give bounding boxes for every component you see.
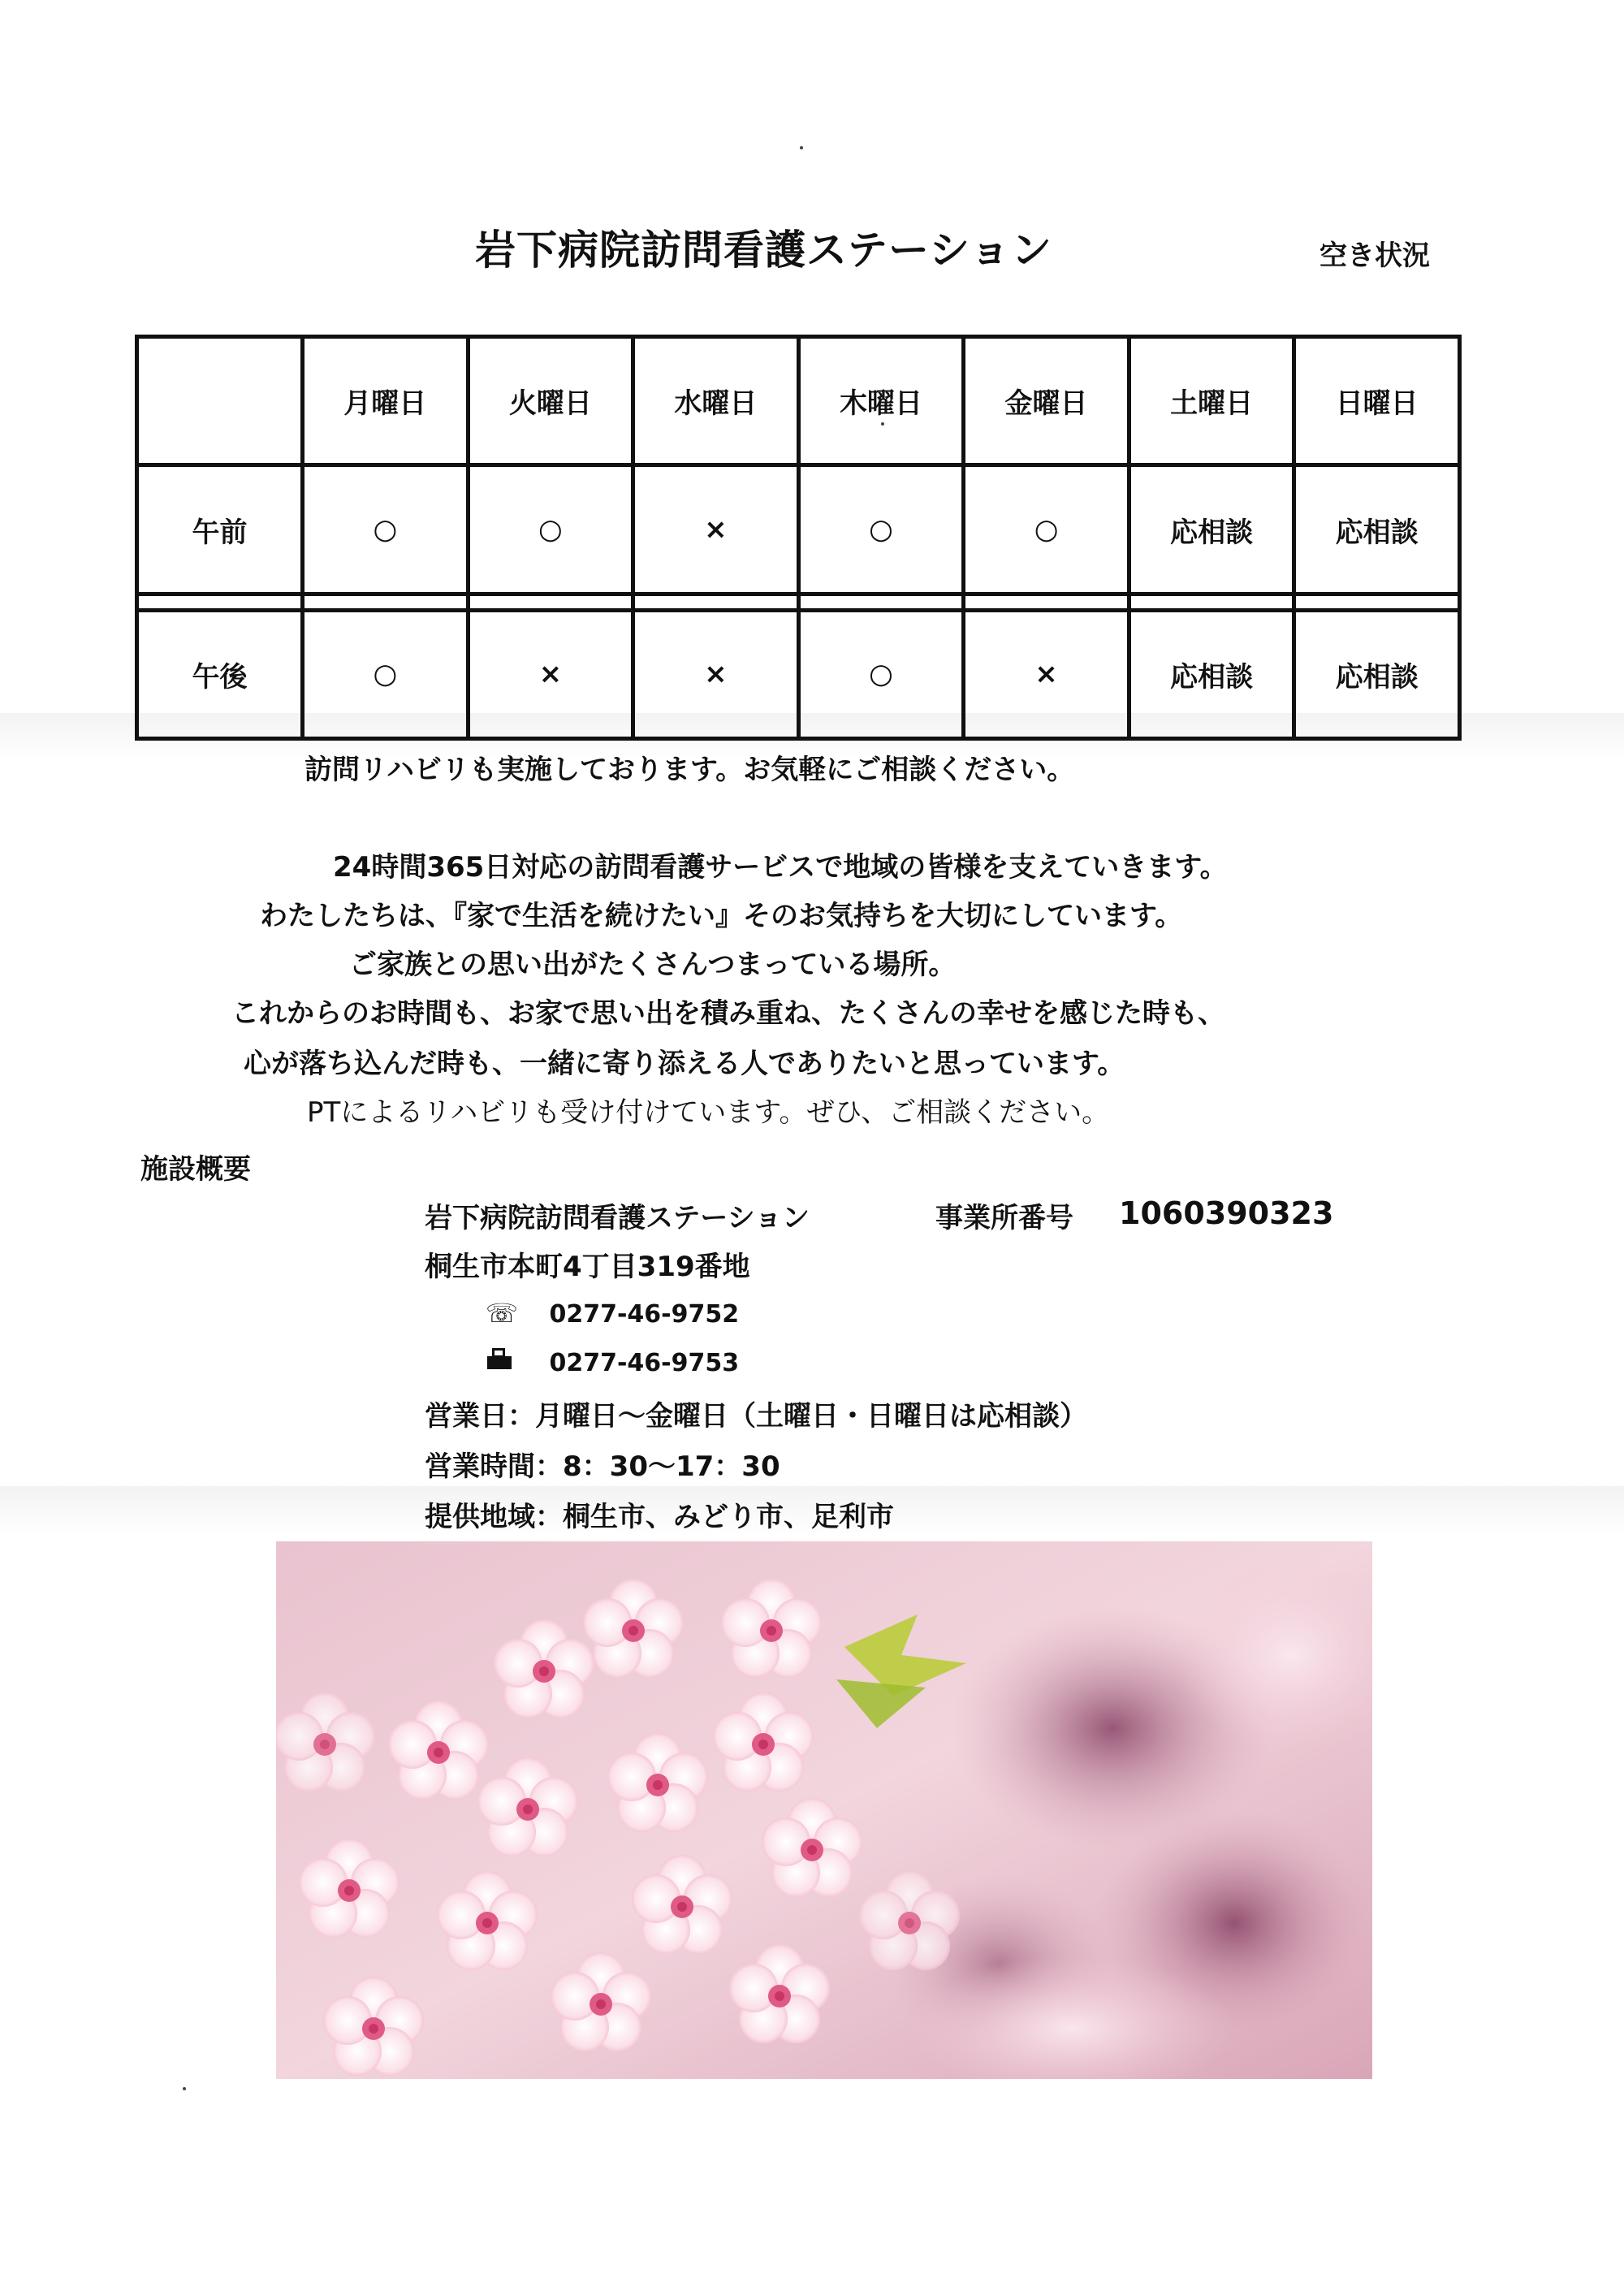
tel-number: 0277-46-9752 — [549, 1300, 740, 1329]
table-row-morning — [137, 465, 1460, 594]
fax-number: 0277-46-9753 — [549, 1349, 740, 1377]
table-row-afternoon — [137, 610, 1460, 738]
availability-cell: × — [633, 610, 799, 738]
availability-cell: ○ — [468, 465, 633, 594]
table-row-empty — [137, 594, 1460, 610]
availability-cell: × — [964, 610, 1129, 738]
tel-row — [486, 1298, 739, 1329]
business-hours: 営業時間：8：30～17：30 — [425, 1450, 780, 1483]
availability-cell: × — [633, 465, 799, 594]
availability-cell: ○ — [798, 465, 964, 594]
day-header: 水曜日 — [633, 337, 799, 465]
row-label: 午後 — [137, 610, 303, 738]
availability-label: 空き状況 — [1320, 240, 1430, 272]
message-line: ご家族との思い出がたくさんつまっている場所。 — [349, 949, 957, 981]
table-corner-cell — [137, 337, 303, 465]
scan-speck — [183, 2087, 186, 2090]
message-line: 24時間365日対応の訪問看護サービスで地域の皆様を支えていきます。 — [333, 851, 1228, 884]
rehab-note: 訪問リハビリも実施しております。お気軽にご相談ください。 — [304, 754, 1075, 786]
availability-cell: ○ — [964, 465, 1129, 594]
scan-speck — [800, 146, 803, 149]
availability-cell: ○ — [303, 465, 469, 594]
fax-icon — [486, 1346, 518, 1377]
availability-cell — [1129, 594, 1294, 610]
page-title: 岩下病院訪問看護ステーション — [475, 227, 1052, 274]
availability-cell — [964, 594, 1129, 610]
availability-cell — [1294, 594, 1460, 610]
service-area: 提供地域：桐生市、みどり市、足利市 — [425, 1501, 894, 1533]
availability-cell: × — [468, 610, 633, 738]
business-days: 営業日：月曜日～金曜日（土曜日・日曜日は応相談） — [425, 1400, 1087, 1433]
fax-row — [486, 1346, 739, 1377]
facility-section-title: 施設概要 — [140, 1153, 251, 1186]
day-header: 金曜日 — [964, 337, 1129, 465]
day-header: 木曜日 — [798, 337, 964, 465]
message-line: わたしたちは、『家で生活を続けたい』そのお気持ちを大切にしています。 — [260, 900, 1183, 932]
facility-address: 桐生市本町4丁目319番地 — [425, 1251, 750, 1283]
scan-speck — [881, 422, 884, 426]
availability-table — [135, 335, 1462, 741]
availability-cell: 応相談 — [1129, 465, 1294, 594]
availability-cell — [303, 594, 469, 610]
office-number: 1060390323 — [1119, 1195, 1334, 1231]
availability-cell — [633, 594, 799, 610]
message-line: これからのお時間も、お家で思い出を積み重ね、たくさんの幸せを感じた時も、 — [231, 997, 1225, 1030]
availability-cell: 応相談 — [1294, 465, 1460, 594]
availability-cell — [798, 594, 964, 610]
row-label — [137, 594, 303, 610]
message-line: PTによるリハビリも受け付けています。ぜひ、ご相談ください。 — [307, 1096, 1110, 1129]
availability-cell: 応相談 — [1294, 610, 1460, 738]
cherry-blossom-photo — [276, 1541, 1372, 2079]
facility-name: 岩下病院訪問看護ステーション — [425, 1202, 810, 1234]
day-header: 日曜日 — [1294, 337, 1460, 465]
availability-cell — [468, 594, 633, 610]
message-line: 心が落ち込んだ時も、一緒に寄り添える人でありたいと思っています。 — [244, 1048, 1125, 1080]
day-header: 土曜日 — [1129, 337, 1294, 465]
phone-icon: ☏ — [486, 1298, 519, 1329]
day-header: 月曜日 — [303, 337, 469, 465]
availability-cell: 応相談 — [1129, 610, 1294, 738]
office-number-label: 事業所番号 — [935, 1202, 1073, 1234]
availability-cell: ○ — [798, 610, 964, 738]
row-label: 午前 — [137, 465, 303, 594]
availability-cell: ○ — [303, 610, 469, 738]
table-header-row — [137, 337, 1460, 465]
day-header: 火曜日 — [468, 337, 633, 465]
